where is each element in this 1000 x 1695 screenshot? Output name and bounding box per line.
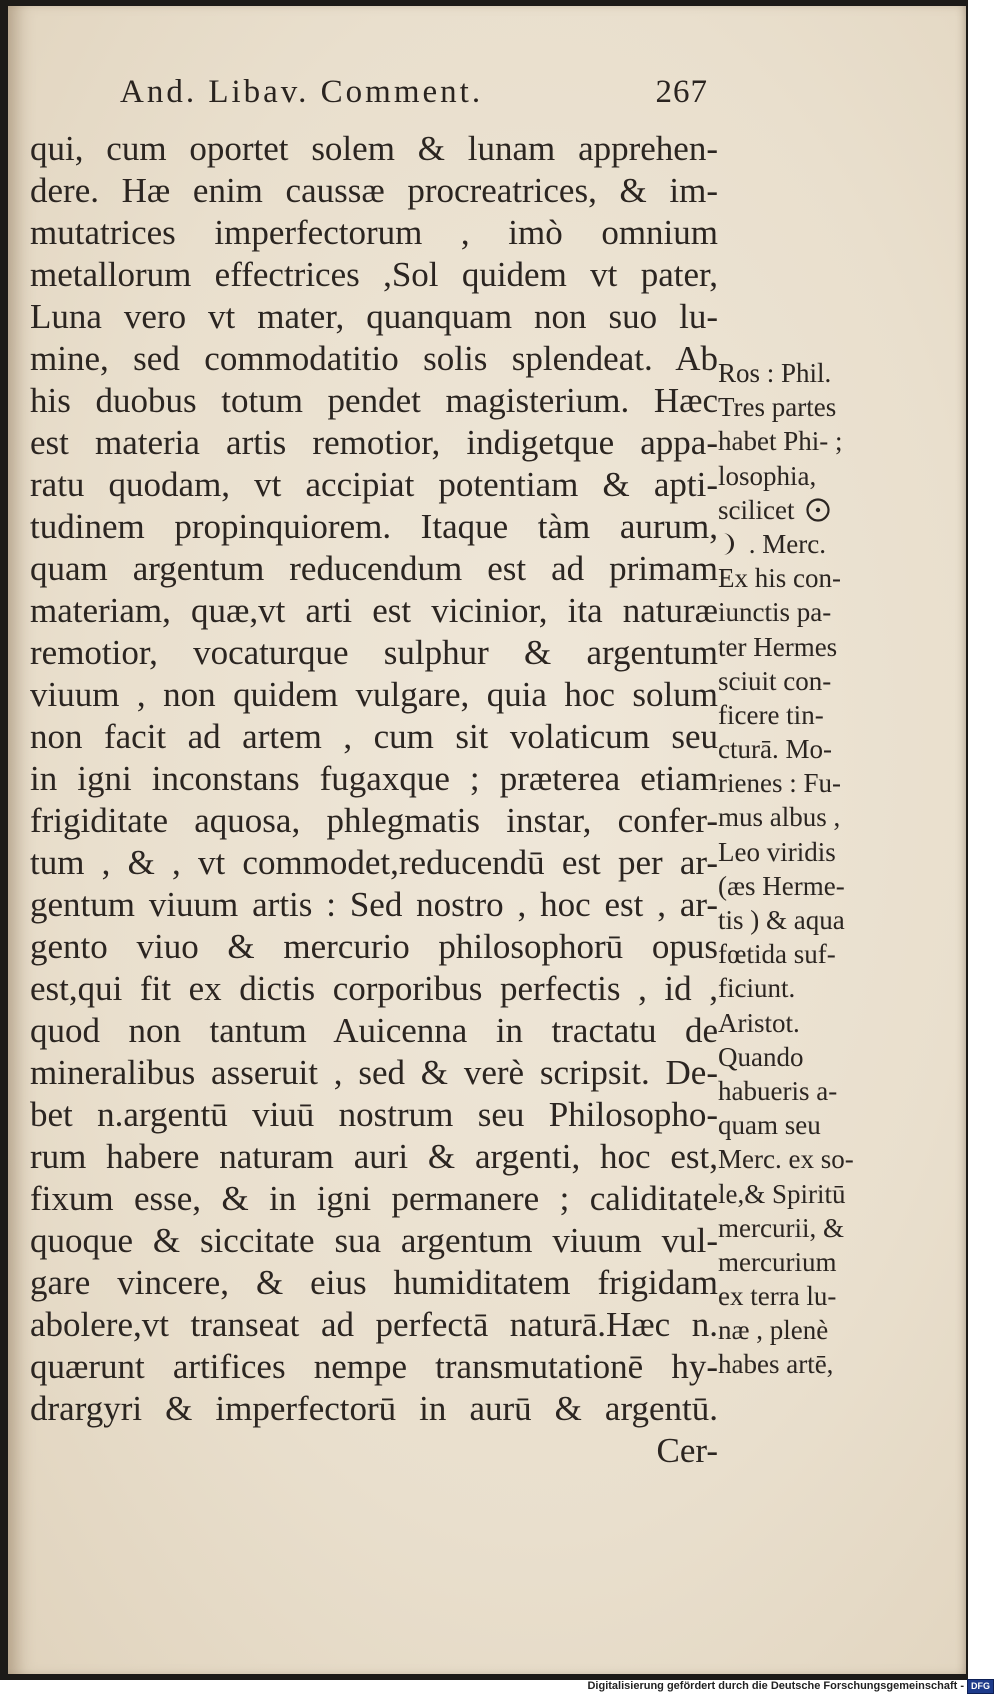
text-line: metallorum effectrices ,Sol quidem vt pater,	[30, 255, 718, 294]
text-line: materiam, quæ,vt arti est vicinior, ita naturæ	[30, 591, 718, 630]
margin-line: Tres partes	[718, 392, 837, 423]
margin-line: losophia,	[718, 460, 817, 491]
margin-line: Aristot.	[718, 1007, 800, 1038]
text-line: his duobus totum pendet magisterium. Hæc	[30, 381, 718, 420]
main-text-block	[30, 128, 718, 1472]
funding-credit-text: Digitalisierung gefördert durch die Deutsche Forschungsgemeinschaft -	[587, 1680, 964, 1692]
text-line: quærunt artifices nempe transmutationē hy-	[30, 1347, 718, 1386]
dfg-logo: DFG	[967, 1679, 994, 1694]
margin-line: le,& Spiritū	[718, 1178, 846, 1209]
text-line: abolere,vt transeat ad perfectā naturā.Hæc n.	[30, 1305, 718, 1344]
catchword: Cer-	[656, 1431, 718, 1470]
margin-line: Ex his con-	[718, 563, 841, 594]
margin-line: mus albus ,	[718, 802, 841, 833]
text-line: est,qui fit ex dictis corporibus perfectis , id ,	[30, 969, 718, 1008]
text-line: quod non tantum Auicenna in tractatu de	[30, 1011, 718, 1050]
margin-line: Merc. ex so-	[718, 1144, 854, 1175]
sun-symbol-icon	[805, 497, 831, 523]
text-line: fixum esse, & in igni permanere ; caliditate	[30, 1179, 718, 1218]
text-line: frigiditate aquosa, phlegmatis instar, confer-	[30, 801, 718, 840]
margin-line: Leo viridis	[718, 836, 836, 867]
margin-line: sciuit con-	[718, 665, 832, 696]
text-line: gento viuo & mercurio philosophorū opus	[30, 927, 718, 966]
margin-line: næ , plenè	[718, 1315, 829, 1346]
text-line: gentum viuum artis : Sed nostro , hoc est , ar-	[30, 885, 718, 924]
text-line: rum habere naturam auri & argenti, hoc est,	[30, 1137, 718, 1176]
margin-line: fœtida suf-	[718, 939, 836, 970]
text-line: in igni inconstans fugaxque ; præterea etiam	[30, 759, 718, 798]
margin-line: iunctis pa-	[718, 597, 832, 628]
margin-line: ficere tin-	[718, 699, 824, 730]
page-number: 267	[655, 74, 708, 110]
text-line: mine, sed commodatitio solis splendeat. Ab	[30, 339, 718, 378]
text-line: non facit ad artem , cum sit volaticum seu	[30, 717, 718, 756]
margin-line-text: . Merc.	[748, 528, 826, 559]
moon-symbol-icon	[718, 531, 740, 557]
margin-line: ex terra lu-	[718, 1281, 837, 1312]
margin-line: cturā. Mo-	[718, 734, 832, 765]
text-line: quoque & siccitate sua argentum viuum vul-	[30, 1221, 718, 1260]
margin-line	[718, 527, 886, 561]
margin-line-text: scilicet	[718, 494, 795, 525]
funding-credit	[587, 1679, 994, 1693]
text-line: Luna vero vt mater, quanquam non suo lu-	[30, 297, 718, 336]
margin-line: ficiunt.	[718, 973, 796, 1004]
book-page	[8, 6, 966, 1674]
text-line: bet n.argentū viuū nostrum seu Philosopho-	[30, 1095, 718, 1134]
text-line: qui, cum oportet solem & lunam apprehen-	[30, 129, 718, 168]
margin-line: habes artē,	[718, 1349, 834, 1380]
margin-line: habet Phi- ;	[718, 426, 843, 457]
margin-line: rienes : Fu-	[718, 768, 841, 799]
margin-line: mercurii, &	[718, 1212, 844, 1243]
running-title: And. Libav. Comment.	[120, 74, 484, 110]
marginal-notes	[718, 356, 886, 1382]
text-line: est materia artis remotior, indigetque appa-	[30, 423, 718, 462]
margin-line	[718, 493, 886, 527]
text-line: tum , & , vt commodet,reducendū est per ar-	[30, 843, 718, 882]
margin-line: ter Hermes	[718, 631, 838, 662]
text-line: quam argentum reducendum est ad primam	[30, 549, 718, 588]
text-line: dere. Hæ enim caussæ procreatrices, & im-	[30, 171, 718, 210]
margin-line: habueris a-	[718, 1075, 838, 1106]
margin-line: mercurium	[718, 1246, 837, 1277]
margin-line: (æs Herme-	[718, 870, 845, 901]
text-line: tudinem propinquiorem. Itaque tàm aurum,	[30, 507, 718, 546]
margin-line: Ros : Phil.	[718, 358, 832, 388]
margin-line: quam seu	[718, 1110, 821, 1141]
text-line: ratu quodam, vt accipiat potentiam & apti-	[30, 465, 718, 504]
running-head	[120, 74, 708, 120]
text-line: drargyri & imperfectorū in aurū & argentū.	[30, 1389, 718, 1428]
margin-line: Quando	[718, 1041, 804, 1072]
text-line: gare vincere, & eius humiditatem frigidam	[30, 1263, 718, 1302]
margin-line: tis ) & aqua	[718, 905, 845, 935]
text-line: viuum , non quidem vulgare, quia hoc solum	[30, 675, 718, 714]
text-line: mineralibus asseruit , sed & verè scripsit. De-	[30, 1053, 718, 1092]
text-line: remotior, vocaturque sulphur & argentum	[30, 633, 718, 672]
text-line: mutatrices imperfectorum , imò omnium	[30, 213, 718, 252]
